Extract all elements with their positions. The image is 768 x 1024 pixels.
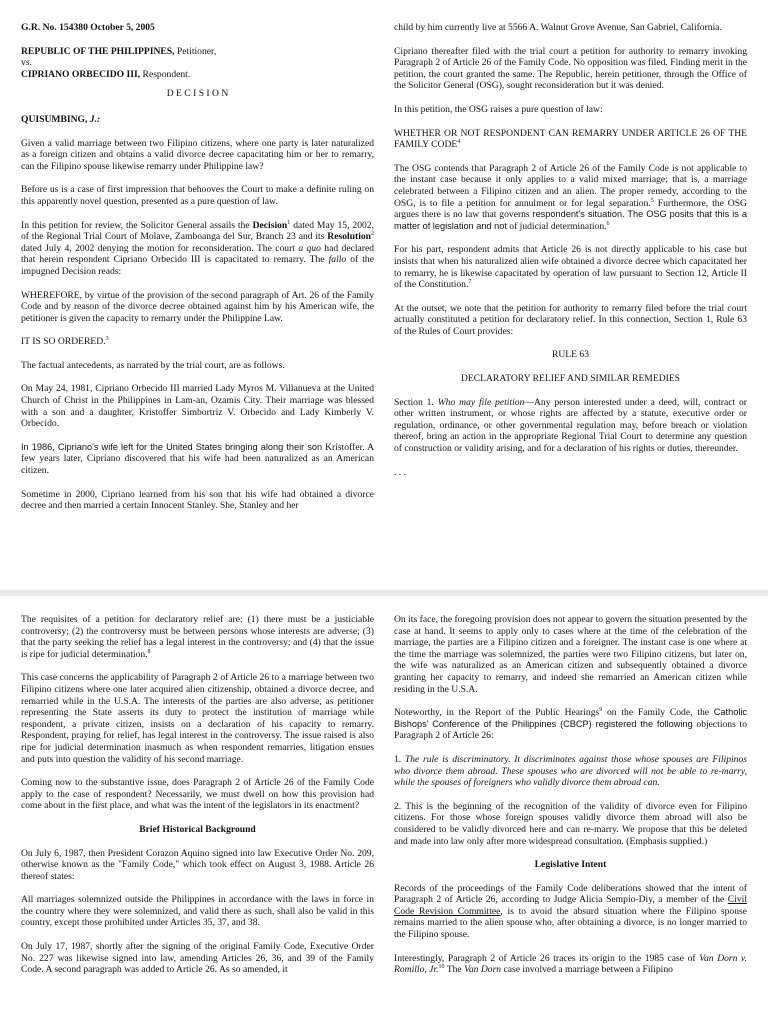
footnote-ref: 8 (147, 648, 151, 655)
versus: vs. (21, 57, 32, 69)
paragraph: The factual antecedents, as narrated by the trial court, are as follows. (21, 359, 285, 371)
rule-number: RULE 63 (551, 349, 590, 361)
paragraph: The requisites of a petition for declaratory relief are: (1) there must be a justiciable controversy; (2) the controversy must be between persons whose interests are adverse; (3) that the party seeking the relief has a legal interest in the controversy; and (4) that the issue is ripe for judicial determination.$^8$ (21, 614, 374, 660)
footnote-ref: 9 (599, 706, 603, 713)
paragraph: Interestingly, Paragraph 2 of Article 26 traces its origin to the 1985 case of Van Dorn v. Romillo, Jr.$^{10}$ The Van Dorn case involved a marriage between a Filipino (394, 952, 747, 976)
respondent-name: CIPRIANO ORBECIDO III, (21, 68, 141, 80)
paragraph: For his part, respondent admits that Article 26 is not directly applicable to his case but insists that when his naturalized alien wife obtained a divorce decree which capacitated her to remarry, he is likewise capacitated by operation of law pursuant to Section 12, Article II of the Constitution.$^7$ (394, 244, 747, 291)
paragraph: On May 24, 1981, Cipriano Orbecido III married Lady Myros M. Villanueva at the United Church of Christ in the Philippines in Lam-an, Ozamis City. Their marriage was blessed with a son and a daughter, Kristoffer Simbortriz V. Orbecido and Lady Kimberly V. Orbecido. (21, 383, 374, 430)
paragraph: IT IS SO ORDERED.$^3$ (21, 336, 109, 348)
page2-left-column (21, 614, 374, 988)
committee-link[interactable]: Civil Code Revision Committee (394, 894, 747, 917)
rule-section: Section 1. Who may file petition—Any person interested under a deed, will, contract or other written instrument, or whose rights are affected by a statute, executive order or regulation, ordinance, or other governmental regulation may, before breach or violation thereof, bring an action in the appropriate Regional Trial Court to determine any question of construction or validity arising, and for a declaration of his rights or duties, thereunder. (394, 396, 747, 455)
paragraph: In this petition, the OSG raises a pure question of law: (394, 103, 603, 115)
quoted-article: All marriages solemnized outside the Philippines in accordance with the laws in force in the country where they were solemnized, and valid there as such, shall also be valid in this country, except those prohibited under Articles 35, 37, and 38. (21, 894, 374, 929)
paragraph: Before us is a case of first impression that behooves the Court to make a definite ruling on this apparently novel question, presented as a pure question of law. (21, 184, 374, 207)
quoted-dispositive: WHEREFORE, by virtue of the provision of the second paragraph of Art. 26 of the Family Code and by reason of the divorce decree obtained against him by his American wife, the petitioner is given the capacity to remarry under the Philippine Law. (21, 289, 374, 324)
paragraph: In 1986, Cipriano's wife left for the United States bringing along their son Kristoffer. A few years later, Cipriano discovered that his wife had been naturalized as an American citizen. (21, 441, 374, 477)
footnote-ref: 2 (371, 230, 374, 237)
paragraph: Coming now to the substantive issue, does Paragraph 2 of Article 26 of the Family Code apply to the case of respondent? Necessarily, we must dwell on how this provision had come about in the first place, and what was the intent of the legislators in its enactment? (21, 777, 374, 812)
footnote-ref: 1 (287, 219, 291, 226)
objection-item: 1. The rule is discriminatory. It discriminates against those whose spouses are Filipinos who divorce them abroad. These spouses who are divorced will not be able to re-marry, while the spouses of foreigners who validly divorce them abroad can. (394, 753, 748, 789)
paragraph: On July 6, 1987, then President Corazon Aquino signed into law Executive Order No. 209, otherwise known as the "Family Code," which took effect on August 3, 1988. Article 26 thereof states: (21, 847, 374, 882)
paragraph: Given a valid marriage between two Filipino citizens, where one party is later naturalized as a foreign citizen and obtains a valid divorce decree capacitating him or her to remarry, can the Filipino spouse likewise remarry under Philippine law? (21, 137, 374, 172)
footnote-ref: 7 (468, 278, 472, 285)
ponente: QUISUMBING, J.: (21, 113, 101, 125)
paragraph: Records of the proceedings of the Family Code deliberations showed that the intent of Paragraph 2 of Article 26, according to Judge Alicia Sempio-Diy, a member of the Civil Code Revision Committee, is to avoid the absurd situation where the Filipino spouse remains married to the alien spouse who, after obtaining a divorce, is no longer married to the Filipino spouse. (394, 882, 748, 941)
footnote-ref: 10 (438, 964, 445, 971)
footnote-ref: 3 (105, 336, 109, 343)
ellipsis: . . . (394, 466, 406, 478)
footnote-ref: 4 (457, 138, 461, 145)
paragraph: This case concerns the applicability of Paragraph 2 of Article 26 to a marriage between two Filipino citizens where one later acquired alien citizenship, obtained a divorce decree, and remarried while in the U.S.A. The interests of the parties are also adverse, as petitioner representing the State asserts its duty to protect the institution of marriage while respondent, a private citizen, insists on a declaration of his capacity to remarry. Respondent, praying for relief, has legal interest in the controversy. The issue raised is also ripe for judicial determination inasmuch as when respondent remarries, litigation ensues and puts into question the validity of his second marriage. (21, 672, 374, 765)
paragraph: In this petition for review, the Solicitor General assails the Decision$^1$ dated May 15, 2002, of the Regional Trial Court of Molave, Zamboanga del Sur, Branch 23 and its Resolution$^2$ dated July 4, 2002 denying the motion for reconsideration. The court a quo had declared that herein respondent Cipriano Orbecido III is capacitated to remarry. The fallo of the impugned Decision reads: (21, 219, 375, 277)
paragraph: Sometime in 2000, Cipriano learned from his son that his wife had obtained a divorce decree and then married a certain Innocent Stanley. She, Stanley and her (21, 488, 374, 512)
paragraph: Cipriano thereafter filed with the trial court a petition for authority to remarry invoking Paragraph 2 of Article 26 of the Family Code. No opposition was filed. Finding merit in the petition, the court granted the same. The Republic, herein petitioner, through the Office of the Solicitor General (OSG), sought reconsideration but it was denied. (394, 45, 747, 92)
section-heading: Legislative Intent (534, 859, 607, 871)
paragraph: At the outset, we note that the petition for authority to remarry filed before the trial court actually constituted a petition for declaratory relief. In this connection, Section 1, Rule 63 of the Rules of Court provides: (394, 302, 747, 337)
issue-statement: WHETHER OR NOT RESPONDENT CAN REMARRY UNDER ARTICLE 26 OF THE FAMILY CODE$^4$ (394, 127, 747, 151)
document-page-2 (0, 596, 768, 1024)
page1-right-column (394, 22, 747, 490)
page1-left-column (21, 22, 374, 524)
objection-item: 2. This is the beginning of the recognition of the validity of divorce even for Filipino citizens. For those whose foreign spouses validly divorce them abroad will also be considered to be validly divorced here and can re-marry. We propose that this be deleted and made into law only after more widespread consultation. (Emphasis supplied.) (394, 800, 747, 847)
paragraph: The OSG contends that Paragraph 2 of Article 26 of the Family Code is not applicable to the instant case because it only applies to a valid mixed marriage; that is, a marriage celebrated between a Filipino citizen and an alien. The proper remedy, according to the OSG, is to file a petition for annulment or for legal separation.$^5$ Furthermore, the OSG argues there is no law that governs respondent's situation. The OSG posits that this is a matter of legislation and not of judicial determination.$^6$ (394, 162, 747, 232)
respondent-role: Respondent. (140, 68, 191, 80)
footnote-ref: 5 (650, 197, 654, 204)
paragraph: On July 17, 1987, shortly after the signing of the original Family Code, Executive Order No. 227 was likewise signed into law, amending Articles 26, 36, and 39 of the Family Code. A second paragraph was added to Article 26. As so amended, it (21, 941, 374, 976)
resolution-reference: Resolution (327, 231, 371, 243)
paragraph: child by him currently live at 5566 A. Walnut Grove Avenue, San Gabriel, California. (394, 22, 722, 33)
page2-right-column (394, 614, 747, 988)
case-parties (21, 46, 374, 81)
decision-reference: Decision (252, 219, 288, 231)
case-number: G.R. No. 154380 October 5, 2005 (21, 22, 155, 33)
footnote-ref: 6 (606, 220, 610, 227)
paragraph: On its face, the foregoing provision does not appear to govern the situation presented by the case at hand. It seems to apply only to cases where at the time of the celebration of the marriage, the parties are a Filipino citizen and a foreigner. The instant case is one where at the time the marriage was solemnized, the parties were two Filipino citizens, but later on, the wife was naturalized as an American citizen and subsequently obtained a divorce granting her capacity to remarry, and indeed she remarried an American citizen while residing in the U.S.A. (394, 614, 747, 695)
decision-heading: D E C I S I O N (166, 88, 229, 100)
rule-title: DECLARATORY RELIEF AND SIMILAR REMEDIES (460, 373, 681, 385)
petitioner-name: REPUBLIC OF THE PHILIPPINES, (21, 45, 175, 57)
section-heading: Brief Historical Background (139, 823, 256, 835)
paragraph: Noteworthy, in the Report of the Public Hearings$^9$ on the Family Code, the Catholic Bishops' Conference of the Philippines (CBCP) registered the following objections to Paragraph 2 of Article 26: (394, 706, 747, 742)
petitioner-role: Petitioner, (174, 45, 217, 57)
